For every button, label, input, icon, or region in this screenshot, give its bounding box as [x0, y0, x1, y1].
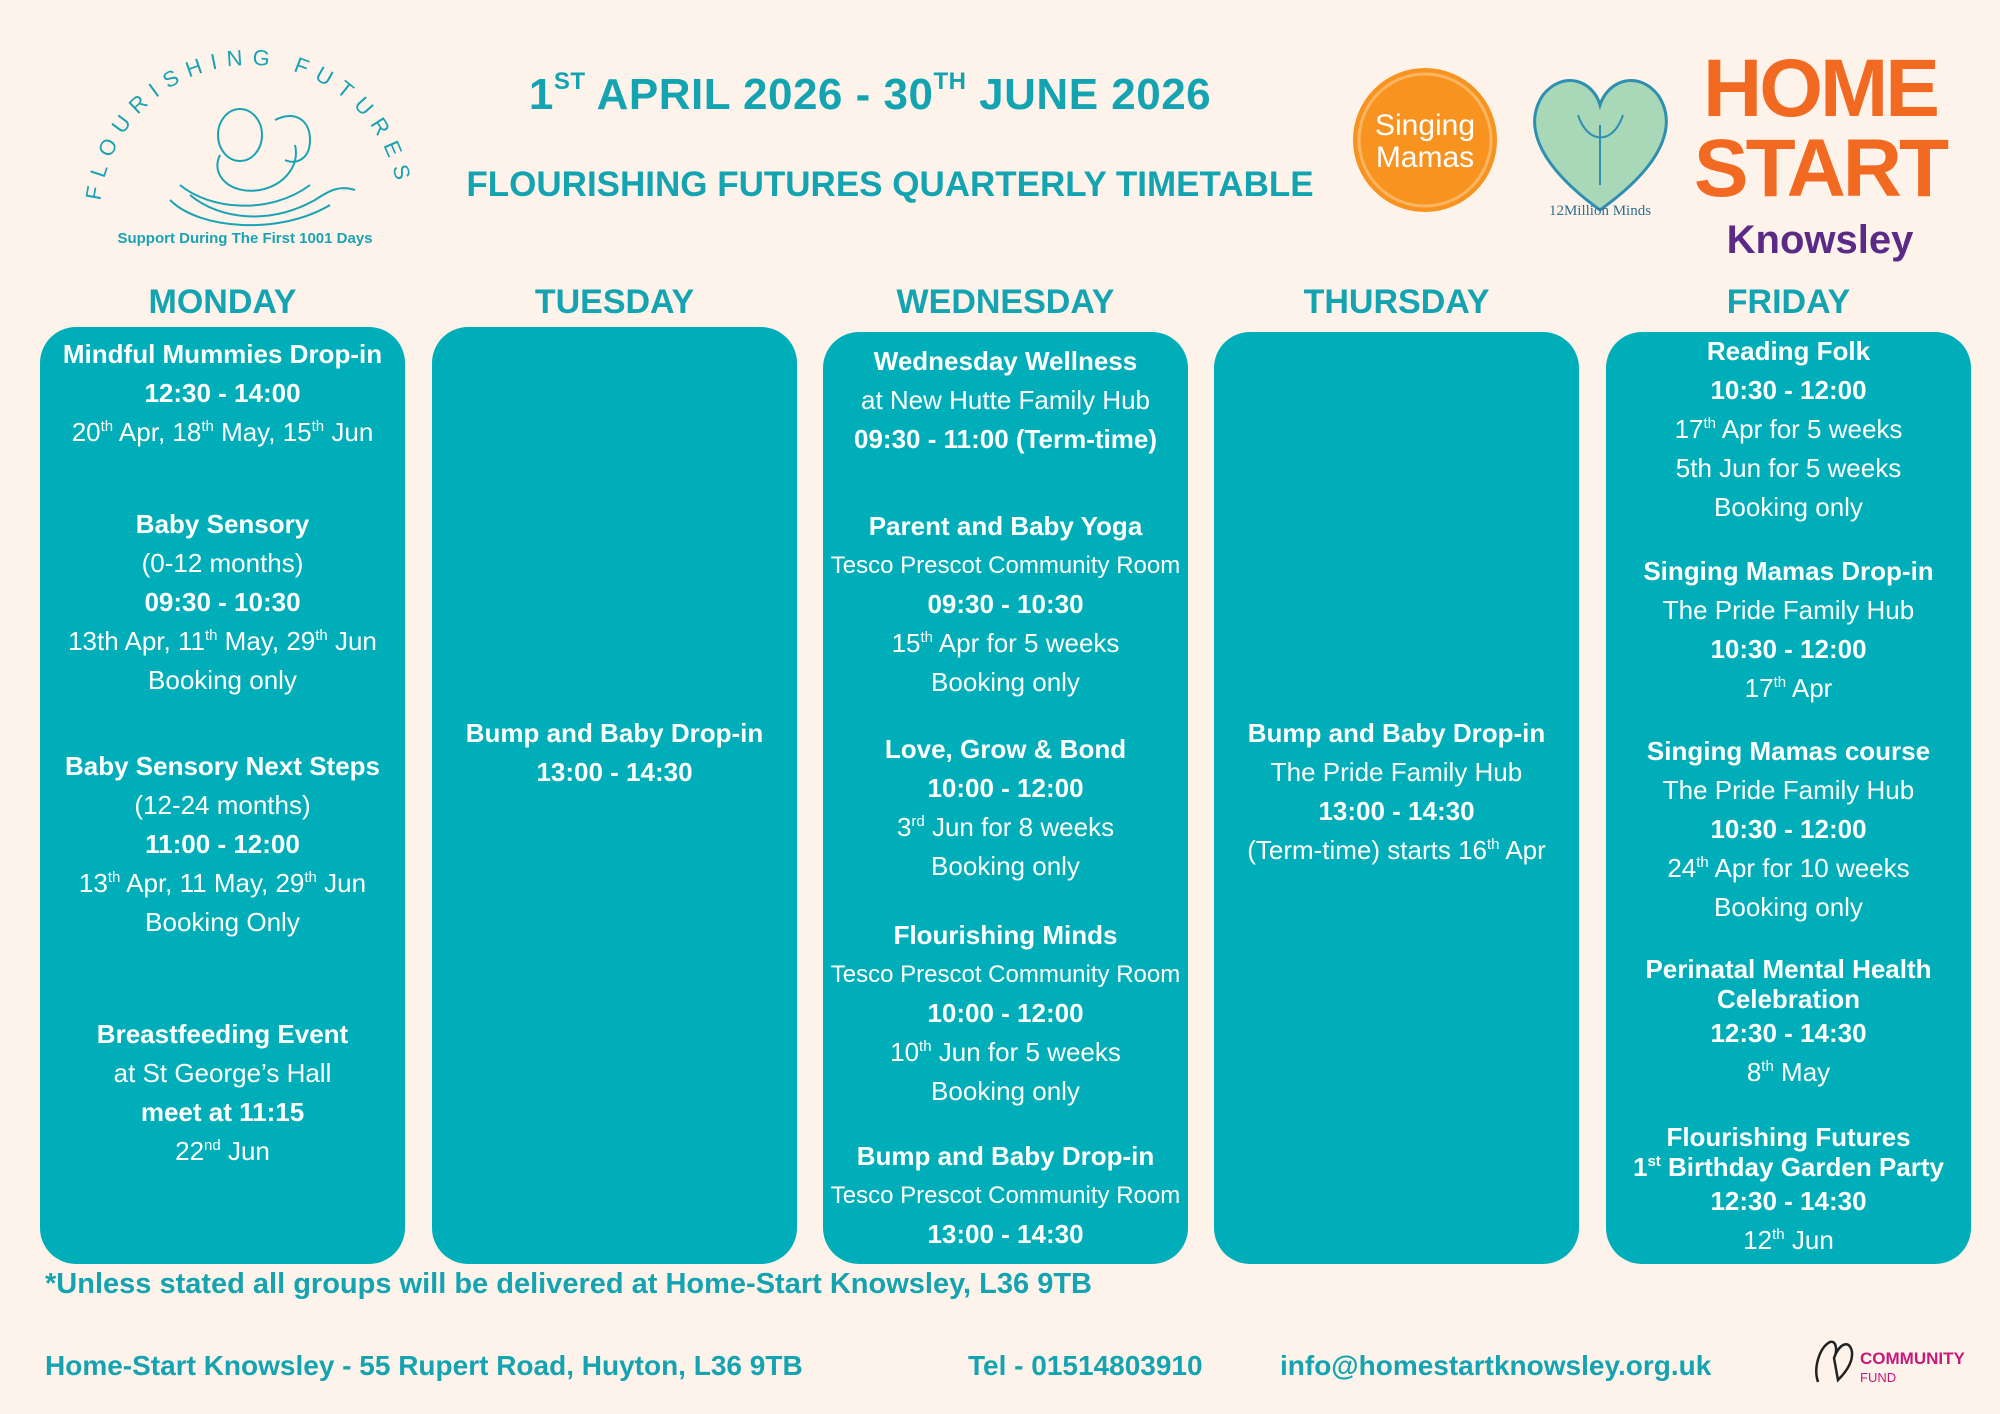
friday-event-singing-mamas-drop-in: Singing Mamas Drop-in The Pride Family Hub 10:30 - 12:00 17th Apr [1643, 556, 1934, 703]
friday-column [1606, 332, 1971, 1264]
timetable-subtitle: FLOURISHING FUTURES QUARTERLY TIMETABLE [466, 165, 1314, 204]
footer-email-link[interactable]: info@homestartknowsley.org.uk [1280, 1350, 1712, 1381]
svg-text:Singing: Singing [1374, 109, 1476, 142]
day-heading-friday: FRIDAY [1726, 283, 1851, 321]
monday-event-baby-sensory: Baby Sensory (0-12 months) 09:30 - 10:30 13th Apr, 11th May, 29th Jun Booking only [68, 509, 377, 695]
wednesday-event-wellness: Wednesday Wellness at New Hutte Family Hub 09:30 - 11:00 (Term-time) [854, 346, 1157, 454]
wednesday-event-flourishing-minds: Flourishing Minds Tesco Prescot Community Room 10:00 - 12:00 10th Jun for 5 weeks Booking only [830, 920, 1181, 1106]
delivery-location-note: *Unless stated all groups will be delivered at Home-Start Knowsley, L36 9TB [45, 1268, 1092, 1300]
12-million-minds-logo [1518, 65, 1683, 220]
footer-address: Home-Start Knowsley - 55 Rupert Road, Huyton, L36 9TB [45, 1350, 803, 1381]
wednesday-event-love-grow-bond: Love, Grow & Bond 10:00 - 12:00 3rd Jun for 8 weeks Booking only [884, 734, 1127, 881]
svg-text:COMMUNITY: COMMUNITY [1860, 1349, 1965, 1368]
svg-text:Mamas: Mamas [1375, 141, 1475, 174]
thursday-column [1214, 332, 1579, 1264]
thursday-event-bump-and-baby: Bump and Baby Drop-in The Pride Family Hub 13:00 - 14:30 (Term-time) starts 16th Apr [1247, 718, 1546, 865]
community-fund-logo [1808, 1332, 1978, 1392]
day-heading-wednesday: WEDNESDAY [896, 283, 1115, 321]
friday-event-perinatal-celebration: Perinatal Mental Health Celebration 12:30 - 14:30 8th May [1645, 954, 1932, 1087]
monday-event-breastfeeding: Breastfeeding Event at St George’s Hall meet at 11:15 22nd Jun [96, 1019, 349, 1166]
logo-arc-text: FLOURISHING FUTURES [80, 44, 418, 202]
friday-event-reading-folk: Reading Folk 10:30 - 12:00 17th Apr for 5 weeks 5th Jun for 5 weeks Booking only [1674, 336, 1903, 522]
date-range-heading: 1ST APRIL 2026 - 30TH JUNE 2026 [528, 68, 1212, 119]
logo-tagline: Support During The First 1001 Days [117, 230, 373, 247]
crossed-fingers-icon [1816, 1342, 1852, 1382]
home-start-knowsley-logo: HOME START Knowsley [1693, 43, 1947, 262]
svg-text:FUND: FUND [1860, 1370, 1897, 1385]
monday-column [40, 327, 405, 1264]
flourishing-futures-logo [70, 25, 420, 265]
monday-event-baby-sensory-next-steps: Baby Sensory Next Steps (12-24 months) 11:00 - 12:00 13th Apr, 11 May, 29th Jun Booking Only [64, 751, 380, 937]
footer-telephone: Tel - 01514803910 [968, 1350, 1203, 1381]
flourishing-futures-logo-graphic [70, 25, 420, 265]
friday-event-singing-mamas-course: Singing Mamas course The Pride Family Hub 10:30 - 12:00 24th Apr for 10 weeks Booking only [1646, 736, 1931, 922]
day-heading-monday: MONDAY [148, 283, 297, 321]
day-heading-tuesday: TUESDAY [534, 283, 695, 321]
friday-event-birthday-garden-party: Flourishing Futures 1st Birthday Garden Party 12:30 - 14:30 12th Jun [1632, 1122, 1944, 1255]
wednesday-event-baby-yoga: Parent and Baby Yoga Tesco Prescot Community Room 09:30 - 10:30 15th Apr for 5 weeks Booking only [830, 511, 1181, 697]
day-heading-thursday: THURSDAY [1303, 283, 1490, 321]
singing-mamas-logo [1350, 65, 1500, 215]
tuesday-event-bump-and-baby: Bump and Baby Drop-in 13:00 - 14:30 [465, 718, 764, 787]
wednesday-event-bump-and-baby: Bump and Baby Drop-in Tesco Prescot Community Room 13:00 - 14:30 [830, 1141, 1181, 1249]
monday-event-mindful-mummies: Mindful Mummies Drop-in 12:30 - 14:00 20th Apr, 18th May, 15th Jun [62, 339, 383, 447]
svg-text:FLOURISHING FUTURES [81, 45, 418, 202]
tuesday-column [432, 327, 797, 1264]
svg-text:12Million Minds: 12Million Minds [1548, 203, 1652, 219]
wednesday-column [823, 332, 1188, 1264]
